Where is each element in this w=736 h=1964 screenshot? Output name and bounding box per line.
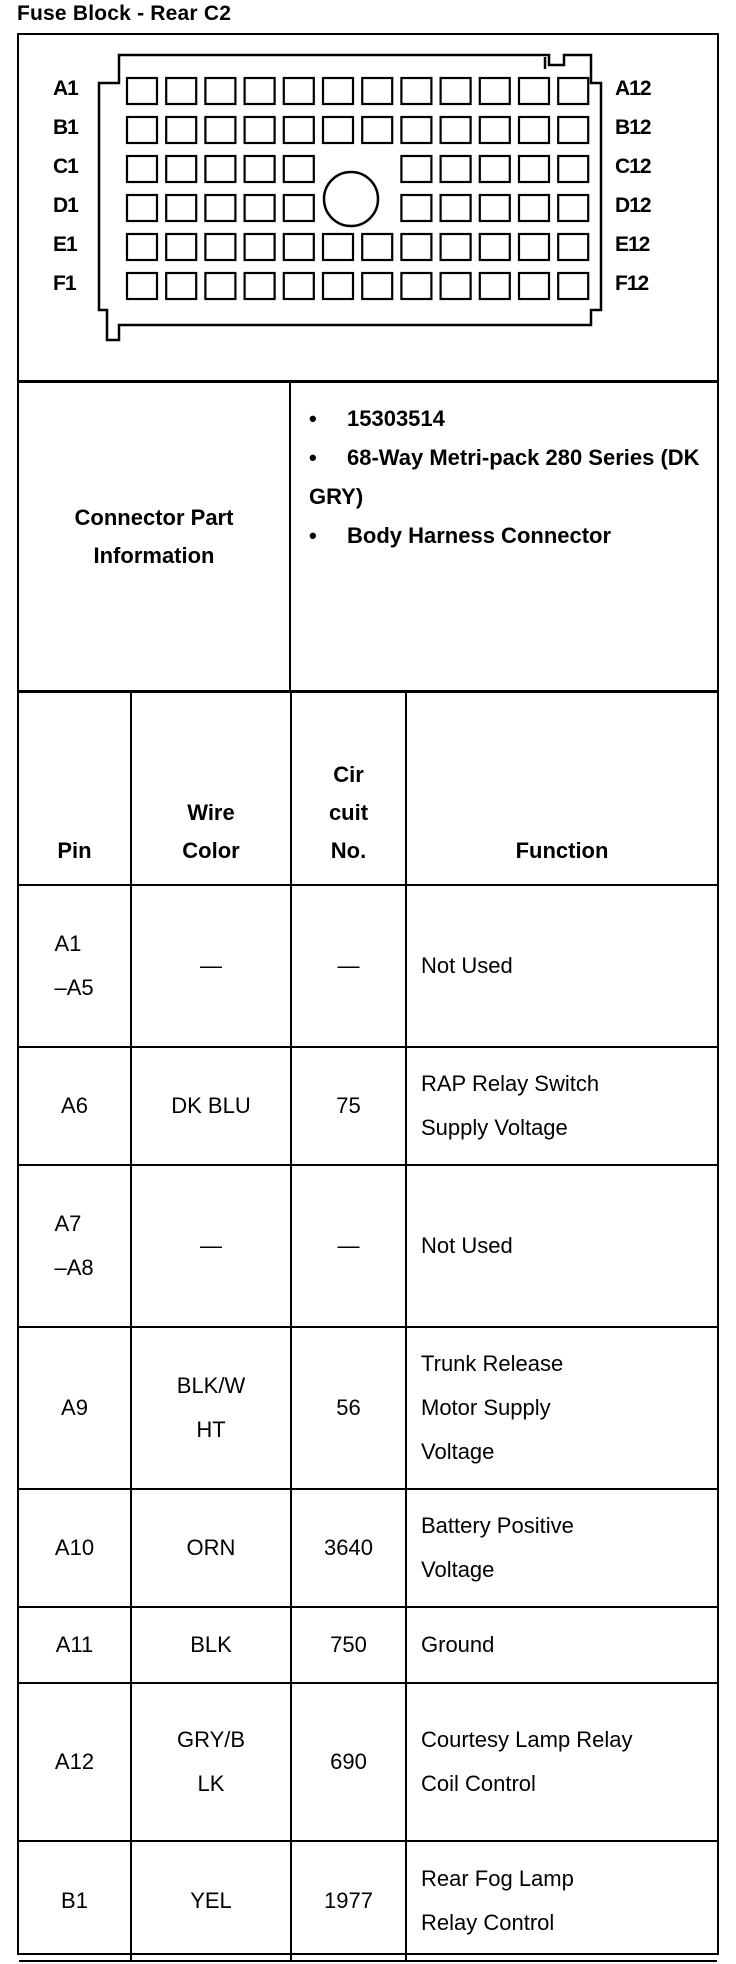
cell-pin: A11 bbox=[19, 1607, 131, 1683]
cell-wire: — bbox=[131, 885, 291, 1047]
cell-pin: A6 bbox=[19, 1047, 131, 1165]
pin-cavity bbox=[245, 234, 275, 260]
pin-cavity bbox=[205, 273, 235, 299]
pin-cavity bbox=[558, 156, 588, 182]
pin-cavity bbox=[166, 156, 196, 182]
cell-pin: A12 bbox=[19, 1683, 131, 1841]
pin-cavity bbox=[284, 273, 314, 299]
pin-cavity bbox=[401, 78, 431, 104]
part-info-label: Connector Part Information bbox=[74, 504, 234, 568]
pin-cavity bbox=[362, 273, 392, 299]
pin-cavity bbox=[441, 117, 471, 143]
pin-cavity bbox=[519, 117, 549, 143]
pin-cavity bbox=[166, 195, 196, 221]
table-row bbox=[19, 885, 717, 1047]
table-row bbox=[19, 1165, 717, 1327]
cell-wire: DK BLU bbox=[131, 1047, 291, 1165]
cell-pin: B1 bbox=[19, 1841, 131, 1961]
harness-name: • Body Harness Connector bbox=[309, 523, 612, 548]
pin-cavity bbox=[205, 234, 235, 260]
connector-type: • 68-Way Metri-pack 280 Series (DK GRY) bbox=[309, 445, 700, 509]
header-function: Function bbox=[406, 693, 717, 885]
pin-cavity bbox=[166, 78, 196, 104]
row-label-c12: C12 bbox=[615, 155, 651, 178]
pin-cavity bbox=[558, 78, 588, 104]
table-row bbox=[19, 1489, 717, 1607]
pin-cavity bbox=[205, 156, 235, 182]
pin-cavity bbox=[519, 195, 549, 221]
pin-cavity bbox=[166, 117, 196, 143]
cell-function: Courtesy Lamp Relay Coil Control bbox=[406, 1683, 717, 1841]
pin-cavity bbox=[127, 156, 157, 182]
table-row bbox=[19, 1047, 717, 1165]
pin-cavity bbox=[323, 117, 353, 143]
cell-circuit: 75 bbox=[291, 1047, 406, 1165]
pin-cavity bbox=[441, 234, 471, 260]
row-label-e1: E1 bbox=[53, 233, 77, 256]
pin-cavity bbox=[205, 78, 235, 104]
pin-cavity bbox=[401, 195, 431, 221]
pin-cavity bbox=[127, 78, 157, 104]
pin-cavity bbox=[441, 195, 471, 221]
row-label-b1: B1 bbox=[53, 116, 78, 139]
connector-document bbox=[17, 33, 719, 1955]
pin-cavity bbox=[284, 156, 314, 182]
pin-cavity bbox=[519, 234, 549, 260]
part-info-details bbox=[309, 399, 709, 555]
header-circuit-no: Cir cuit No. bbox=[291, 693, 406, 885]
cell-circuit: 690 bbox=[291, 1683, 406, 1841]
pin-cavity bbox=[284, 195, 314, 221]
connector-diagram bbox=[19, 35, 717, 383]
cell-pin: A10 bbox=[19, 1489, 131, 1607]
cell-wire: YEL bbox=[131, 1841, 291, 1961]
polarization-key-icon bbox=[324, 172, 378, 226]
pin-cavity bbox=[480, 234, 510, 260]
pin-cavity bbox=[558, 117, 588, 143]
pin-cavity bbox=[284, 117, 314, 143]
cell-circuit: 750 bbox=[291, 1607, 406, 1683]
pin-cavity bbox=[323, 78, 353, 104]
pin-cavity bbox=[519, 156, 549, 182]
pin-cavity bbox=[127, 195, 157, 221]
pin-cavity bbox=[441, 273, 471, 299]
pin-cavity bbox=[401, 117, 431, 143]
header-pin: Pin bbox=[19, 693, 131, 885]
cell-circuit: — bbox=[291, 1165, 406, 1327]
cell-function: RAP Relay Switch Supply Voltage bbox=[406, 1047, 717, 1165]
pin-cavity bbox=[362, 117, 392, 143]
pin-cavity bbox=[480, 78, 510, 104]
table-row bbox=[19, 1841, 717, 1961]
pin-cavity bbox=[245, 273, 275, 299]
pin-cavity bbox=[480, 195, 510, 221]
row-label-e12: E12 bbox=[615, 233, 650, 256]
cell-pin: A1 –A5 bbox=[19, 885, 131, 1047]
pin-cavity bbox=[558, 234, 588, 260]
pin-cavity bbox=[441, 78, 471, 104]
pin-cavity bbox=[245, 195, 275, 221]
row-label-b12: B12 bbox=[615, 116, 651, 139]
pin-cavity bbox=[362, 234, 392, 260]
row-label-f12: F12 bbox=[615, 272, 649, 295]
cell-function: Trunk Release Motor Supply Voltage bbox=[406, 1327, 717, 1489]
pin-cavity bbox=[480, 117, 510, 143]
pin-cavity bbox=[205, 117, 235, 143]
cell-wire: BLK/W HT bbox=[131, 1327, 291, 1489]
pin-cavity bbox=[284, 234, 314, 260]
cell-pin: A7 –A8 bbox=[19, 1165, 131, 1327]
row-label-d12: D12 bbox=[615, 194, 651, 217]
pin-cavity bbox=[205, 195, 235, 221]
pin-cavity bbox=[519, 78, 549, 104]
pin-cavity-grid bbox=[127, 78, 588, 299]
table-header-row bbox=[19, 693, 717, 885]
page-title: Fuse Block - Rear C2 bbox=[17, 2, 232, 25]
row-label-d1: D1 bbox=[53, 194, 78, 217]
pin-cavity bbox=[480, 273, 510, 299]
pin-cavity bbox=[480, 156, 510, 182]
pin-cavity bbox=[166, 273, 196, 299]
cell-circuit: 1977 bbox=[291, 1841, 406, 1961]
cell-wire: ORN bbox=[131, 1489, 291, 1607]
cell-wire: BLK bbox=[131, 1607, 291, 1683]
pin-cavity bbox=[127, 234, 157, 260]
table-row bbox=[19, 1607, 717, 1683]
table-row bbox=[19, 1327, 717, 1489]
pin-cavity bbox=[401, 234, 431, 260]
pin-cavity bbox=[245, 78, 275, 104]
pinout-table bbox=[19, 693, 717, 1962]
part-number: • 15303514 bbox=[309, 406, 445, 431]
row-label-f1: F1 bbox=[53, 272, 76, 295]
cell-wire: GRY/B LK bbox=[131, 1683, 291, 1841]
pin-cavity bbox=[323, 234, 353, 260]
cell-function: Rear Fog Lamp Relay Control bbox=[406, 1841, 717, 1961]
cell-wire: — bbox=[131, 1165, 291, 1327]
pin-cavity bbox=[519, 273, 549, 299]
pin-cavity bbox=[362, 78, 392, 104]
cell-pin: A9 bbox=[19, 1327, 131, 1489]
pin-cavity bbox=[323, 273, 353, 299]
cell-function: Not Used bbox=[406, 885, 717, 1047]
cell-function: Not Used bbox=[406, 1165, 717, 1327]
pin-cavity bbox=[166, 234, 196, 260]
pin-cavity bbox=[284, 78, 314, 104]
row-label-c1: C1 bbox=[53, 155, 78, 178]
row-label-a12: A12 bbox=[615, 77, 651, 100]
pin-cavity bbox=[127, 273, 157, 299]
cell-function: Ground bbox=[406, 1607, 717, 1683]
row-label-a1: A1 bbox=[53, 77, 78, 100]
pin-cavity bbox=[401, 156, 431, 182]
connector-part-info bbox=[19, 383, 717, 693]
cell-function: Battery Positive Voltage bbox=[406, 1489, 717, 1607]
pin-cavity bbox=[245, 117, 275, 143]
table-row bbox=[19, 1683, 717, 1841]
pin-cavity bbox=[558, 195, 588, 221]
part-info-label-cell bbox=[19, 383, 291, 690]
cell-circuit: 56 bbox=[291, 1327, 406, 1489]
pin-cavity bbox=[441, 156, 471, 182]
cell-circuit: 3640 bbox=[291, 1489, 406, 1607]
pin-cavity bbox=[558, 273, 588, 299]
pin-cavity bbox=[245, 156, 275, 182]
header-wire-color: Wire Color bbox=[131, 693, 291, 885]
cell-circuit: — bbox=[291, 885, 406, 1047]
pin-cavity bbox=[401, 273, 431, 299]
connector-face-drawing bbox=[19, 35, 717, 380]
pin-cavity bbox=[127, 117, 157, 143]
